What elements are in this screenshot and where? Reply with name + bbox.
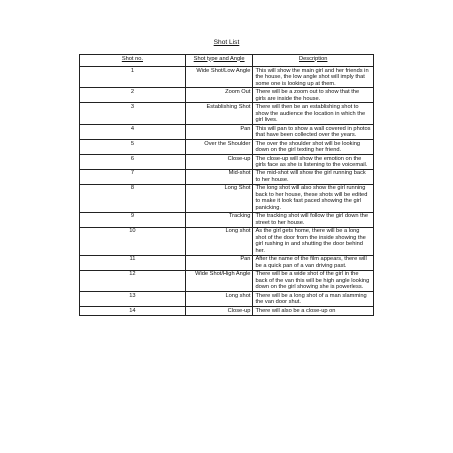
table-row: [80, 270, 374, 291]
shot-number-cell: 6: [80, 154, 186, 169]
document-title: Shot List: [213, 39, 240, 46]
table-row: [80, 154, 374, 169]
header-shot-type: Shot type and Angle: [185, 55, 253, 67]
shot-type-cell: Tracking: [185, 212, 253, 227]
shot-type-cell: Over the Shoulder: [185, 139, 253, 154]
shot-description-cell: The over the shoulder shot will be looking down on the girl texting her friend.: [253, 139, 374, 154]
shot-description-cell: There will be a zoom out to show that the girls are inside the house.: [253, 88, 374, 103]
table-row: [80, 307, 374, 315]
shot-description-cell: This will pan to show a wall covered in photos that have been collected over the years.: [253, 124, 374, 139]
table-row: [80, 255, 374, 270]
table-header-row: [80, 55, 374, 67]
shot-number-cell: 12: [80, 270, 186, 291]
shot-description-cell: This will show the main girl and her friends in the house, the low angle shot will imply that some one is looking up at them.: [253, 66, 374, 87]
table-row: [80, 139, 374, 154]
shot-list-table: [79, 54, 374, 316]
table-row: [80, 169, 374, 184]
shot-number-cell: 8: [80, 184, 186, 212]
shot-type-cell: Pan: [185, 124, 253, 139]
shot-rows: [80, 66, 374, 315]
shot-description-cell: There will be a wide shot of the girl in the back of the van this will be high angle looking down on the girl showing she is powerless.: [253, 270, 374, 291]
shot-description-cell: There will be a long shot of a man slamming the van door shut.: [253, 292, 374, 307]
table-row: [80, 88, 374, 103]
shot-type-cell: Close-up: [185, 154, 253, 169]
shot-type-cell: Long shot: [185, 292, 253, 307]
table-row: [80, 124, 374, 139]
shot-description-cell: As the girl gets home, there will be a long shot of the door from the inside showing the girl rushing in and shutting the door behind her.: [253, 227, 374, 255]
shot-description-cell: There will also be a close-up on: [253, 307, 374, 315]
shot-type-cell: Long Shot: [185, 184, 253, 212]
header-description: Description: [253, 55, 374, 67]
shot-type-cell: Long shot: [185, 227, 253, 255]
shot-description-cell: There will then be an establishing shot to show the audience the location in which the girl lives.: [253, 103, 374, 124]
table-row: [80, 184, 374, 212]
table-row: [80, 292, 374, 307]
table-row: [80, 66, 374, 87]
shot-number-cell: 3: [80, 103, 186, 124]
shot-type-cell: Zoom Out: [185, 88, 253, 103]
shot-type-cell: Establishing Shot: [185, 103, 253, 124]
shot-number-cell: 9: [80, 212, 186, 227]
shot-type-cell: Wide Shot/Low Angle: [185, 66, 253, 87]
shot-number-cell: 10: [80, 227, 186, 255]
shot-number-cell: 1: [80, 66, 186, 87]
shot-description-cell: The tracking shot will follow the girl down the street to her house.: [253, 212, 374, 227]
shot-number-cell: 14: [80, 307, 186, 315]
table-row: [80, 227, 374, 255]
shot-type-cell: Wide Shot/High Angle: [185, 270, 253, 291]
shot-number-cell: 13: [80, 292, 186, 307]
shot-number-cell: 2: [80, 88, 186, 103]
shot-description-cell: After the name of the film appears, there will be a quick pan of a van driving past.: [253, 255, 374, 270]
table-row: [80, 212, 374, 227]
shot-description-cell: The mid-shot will show the girl running back to her house.: [253, 169, 374, 184]
shot-number-cell: 5: [80, 139, 186, 154]
shot-number-cell: 7: [80, 169, 186, 184]
shot-number-cell: 11: [80, 255, 186, 270]
table-row: [80, 103, 374, 124]
shot-description-cell: The close-up will show the emotion on the girls face as she is listening to the voicemail.: [253, 154, 374, 169]
shot-description-cell: The long shot will also show the girl running back to her house, these shots will be edited to make it look fast paced showing the girl panicking.: [253, 184, 374, 212]
shot-type-cell: Mid-shot: [185, 169, 253, 184]
shot-number-cell: 4: [80, 124, 186, 139]
shot-type-cell: Pan: [185, 255, 253, 270]
shot-type-cell: Close-up: [185, 307, 253, 315]
header-shot-no: Shot no.: [80, 55, 186, 67]
